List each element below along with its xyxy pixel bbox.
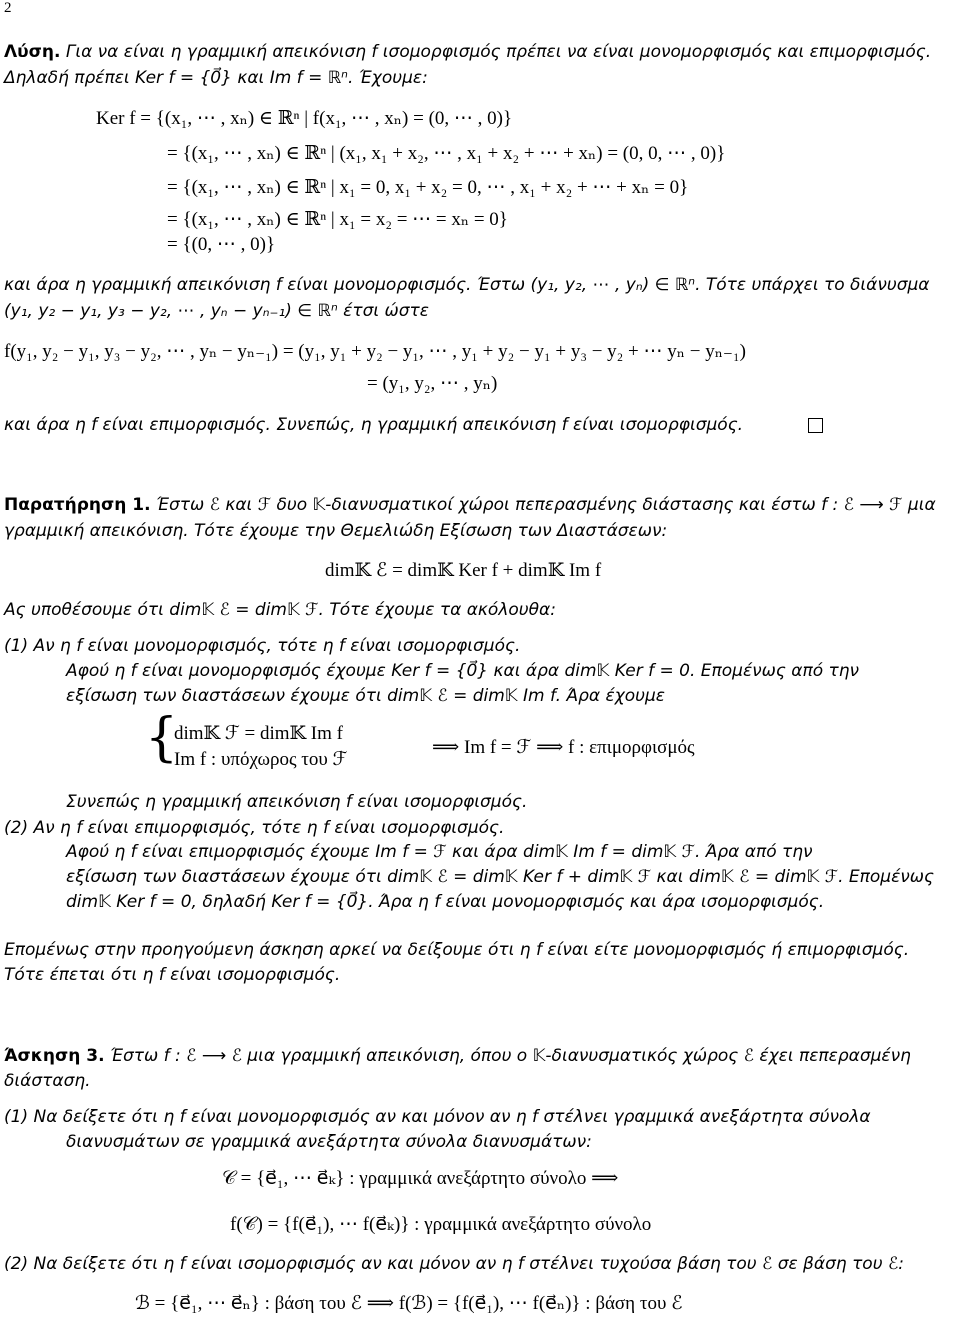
item2-line2: εξίσωση των διαστάσεων έχουμε ότι dim𝕂 ℰ = dim𝕂 Ker f + dim𝕂 ℱ και dim𝕂 ℰ = dim𝕂 ℱ. Επομένως [66, 867, 934, 887]
item1-line1: Αφού η f είναι μονομορφισμός έχουμε Ker f = {0⃗} και άρα dim𝕂 Ker f = 0. Επομένως από την [66, 661, 860, 681]
item1-line2: εξίσωση των διαστάσεων έχουμε ότι dim𝕂 ℰ = dim𝕂 Im f. Άρα έχουμε [66, 686, 665, 706]
part1-line1: (1) Να δείξετε ότι η f είναι μονομορφισμός αν και μόνον αν η f στέλνει γραμμικά ανεξάρτητα σύνολα [4, 1107, 871, 1127]
ker-equation-line: = {(x₁, ⋯ , xₙ) ∈ ℝⁿ | x₁ = 0, x₁ + x₂ = 0, ⋯ , x₁ + x₂ + ⋯ + xₙ = 0} [167, 177, 689, 198]
solution-intro-line1: Λύση. Για να είναι η γραμμική απεικόνιση f ισομορφισμός πρέπει να είναι μονομορφισμός και επιμορφισμός. [4, 42, 932, 62]
f-equation-line2: = (y₁, y₂, ⋯ , yₙ) [367, 373, 498, 394]
item1-conclusion: Συνεπώς η γραμμική απεικόνιση f είναι ισομορφισμός. [66, 792, 528, 812]
page-number: 2 [4, 0, 12, 16]
item1-head: (1) Αν η f είναι μονομορφισμός, τότε η f είναι ισομορφισμός. [4, 636, 521, 656]
mono-line2: (y₁, y₂ − y₁, y₃ − y₂, ⋯ , yₙ − yₙ₋₁) ∈ ℝⁿ έτσι ώστε [4, 301, 429, 321]
f-equation-line1: f(y₁, y₂ − y₁, y₃ − y₂, ⋯ , yₙ − yₙ₋₁) = (y₁, y₁ + y₂ − y₁, ⋯ , y₁ + y₂ − y₁ + y₃ − y₂ + ⋯ yₙ − yₙ₋₁) [4, 341, 746, 362]
exercise-label: Άσκηση 3. [4, 1046, 105, 1066]
remark-line1: Παρατήρηση 1. Έστω ℰ και ℱ δυο 𝕂-διανυσματικοί χώροι πεπερασμένης διάστασης και έστω f : ℰ ⟶ ℱ μια [4, 495, 936, 515]
item2-line3: dim𝕂 Ker f = 0, δηλαδή Ker f = {0⃗}. Άρα η f είναι μονομορφισμός και άρα ισομορφισμός. [66, 892, 825, 912]
solution-intro-line2: Δηλαδή πρέπει Ker f = {0⃗} και Im f = ℝⁿ. Έχουμε: [4, 68, 428, 88]
mono-line1: και άρα η γραμμική απεικόνιση f είναι μονομορφισμός. Έστω (y₁, y₂, ⋯ , yₙ) ∈ ℝⁿ. Τότε υπάρχει το διάνυσμα [4, 275, 930, 295]
solution-label: Λύση. [4, 42, 61, 62]
remark-label: Παρατήρηση 1. [4, 495, 151, 515]
system-line1: dim𝕂 ℱ = dim𝕂 Im f [174, 723, 343, 744]
part2-line1: (2) Να δείξετε ότι η f είναι ισομορφισμός αν και μόνον αν η f στέλνει τυχούσα βάση του ℰ σε βάση του ℰ: [4, 1254, 904, 1274]
part1-line2: διανυσμάτων σε γραμμικά ανεξάρτητα σύνολα διανυσμάτων: [66, 1132, 592, 1152]
item2-line1: Αφού η f είναι επιμορφισμός έχουμε Im f = ℱ και άρα dim𝕂 Im f = dim𝕂 ℱ. Άρα από την [66, 842, 813, 862]
final-line2: Τότε έπεται ότι η f είναι ισομορφισμός. [4, 965, 341, 985]
final-line1: Επομένως στην προηγούμενη άσκηση αρκεί να δείξουμε ότι η f είναι είτε μονομορφισμός ή επιμορφισμός. [4, 940, 910, 960]
part2-equation: ℬ = {e⃗₁, ⋯ e⃗ₙ} : βάση του ℰ ⟹ f(ℬ) = {f(e⃗₁), ⋯ f(e⃗ₙ)} : βάση του ℰ [135, 1293, 683, 1314]
part1-equation1: 𝒞 = {e⃗₁, ⋯ e⃗ₖ} : γραμμικά ανεξάρτητο σύνολο ⟹ [222, 1168, 619, 1189]
solution-conclusion: και άρα η f είναι επιμορφισμός. Συνεπώς, η γραμμική απεικόνιση f είναι ισομορφισμός. [4, 415, 744, 435]
left-brace: { [145, 708, 179, 768]
ker-equation-line: = {(x₁, ⋯ , xₙ) ∈ ℝⁿ | x₁ = x₂ = ⋯ = xₙ = 0} [167, 209, 508, 230]
ker-equation-line: = {(x₁, ⋯ , xₙ) ∈ ℝⁿ | (x₁, x₁ + x₂, ⋯ , x₁ + x₂ + ⋯ + xₙ) = (0, 0, ⋯ , 0)} [167, 143, 726, 164]
item2-head: (2) Αν η f είναι επιμορφισμός, τότε η f είναι ισομορφισμός. [4, 818, 505, 838]
ker-equation-line: = {(0, ⋯ , 0)} [167, 234, 276, 255]
system-line2: Im f : υπόχωρος του ℱ [174, 749, 348, 770]
dimension-equation: dim𝕂 ℰ = dim𝕂 Ker f + dim𝕂 Im f [325, 560, 602, 581]
system-result: ⟹ Im f = ℱ ⟹ f : επιμορφισμός [432, 737, 695, 758]
part1-equation2: f(𝒞) = {f(e⃗₁), ⋯ f(e⃗ₖ)} : γραμμικά ανεξάρτητο σύνολο [230, 1214, 652, 1235]
ker-equation-line: Ker f = {(x₁, ⋯ , xₙ) ∈ ℝⁿ | f(x₁, ⋯ , xₙ) = (0, ⋯ , 0)} [96, 108, 513, 129]
qed-icon [808, 413, 823, 437]
remark-line2: γραμμική απεικόνιση. Τότε έχουμε την Θεμελιώδη Εξίσωση των Διαστάσεων: [4, 521, 668, 541]
exercise-line1: Άσκηση 3. Έστω f : ℰ ⟶ ℰ μια γραμμική απεικόνιση, όπου ο 𝕂-διανυσματικός χώρος ℰ έχει πεπερασμένη [4, 1046, 911, 1066]
remark-assume: Ας υποθέσουμε ότι dim𝕂 ℰ = dim𝕂 ℱ. Τότε έχουμε τα ακόλουθα: [4, 600, 556, 620]
exercise-line2: διάσταση. [4, 1071, 91, 1091]
